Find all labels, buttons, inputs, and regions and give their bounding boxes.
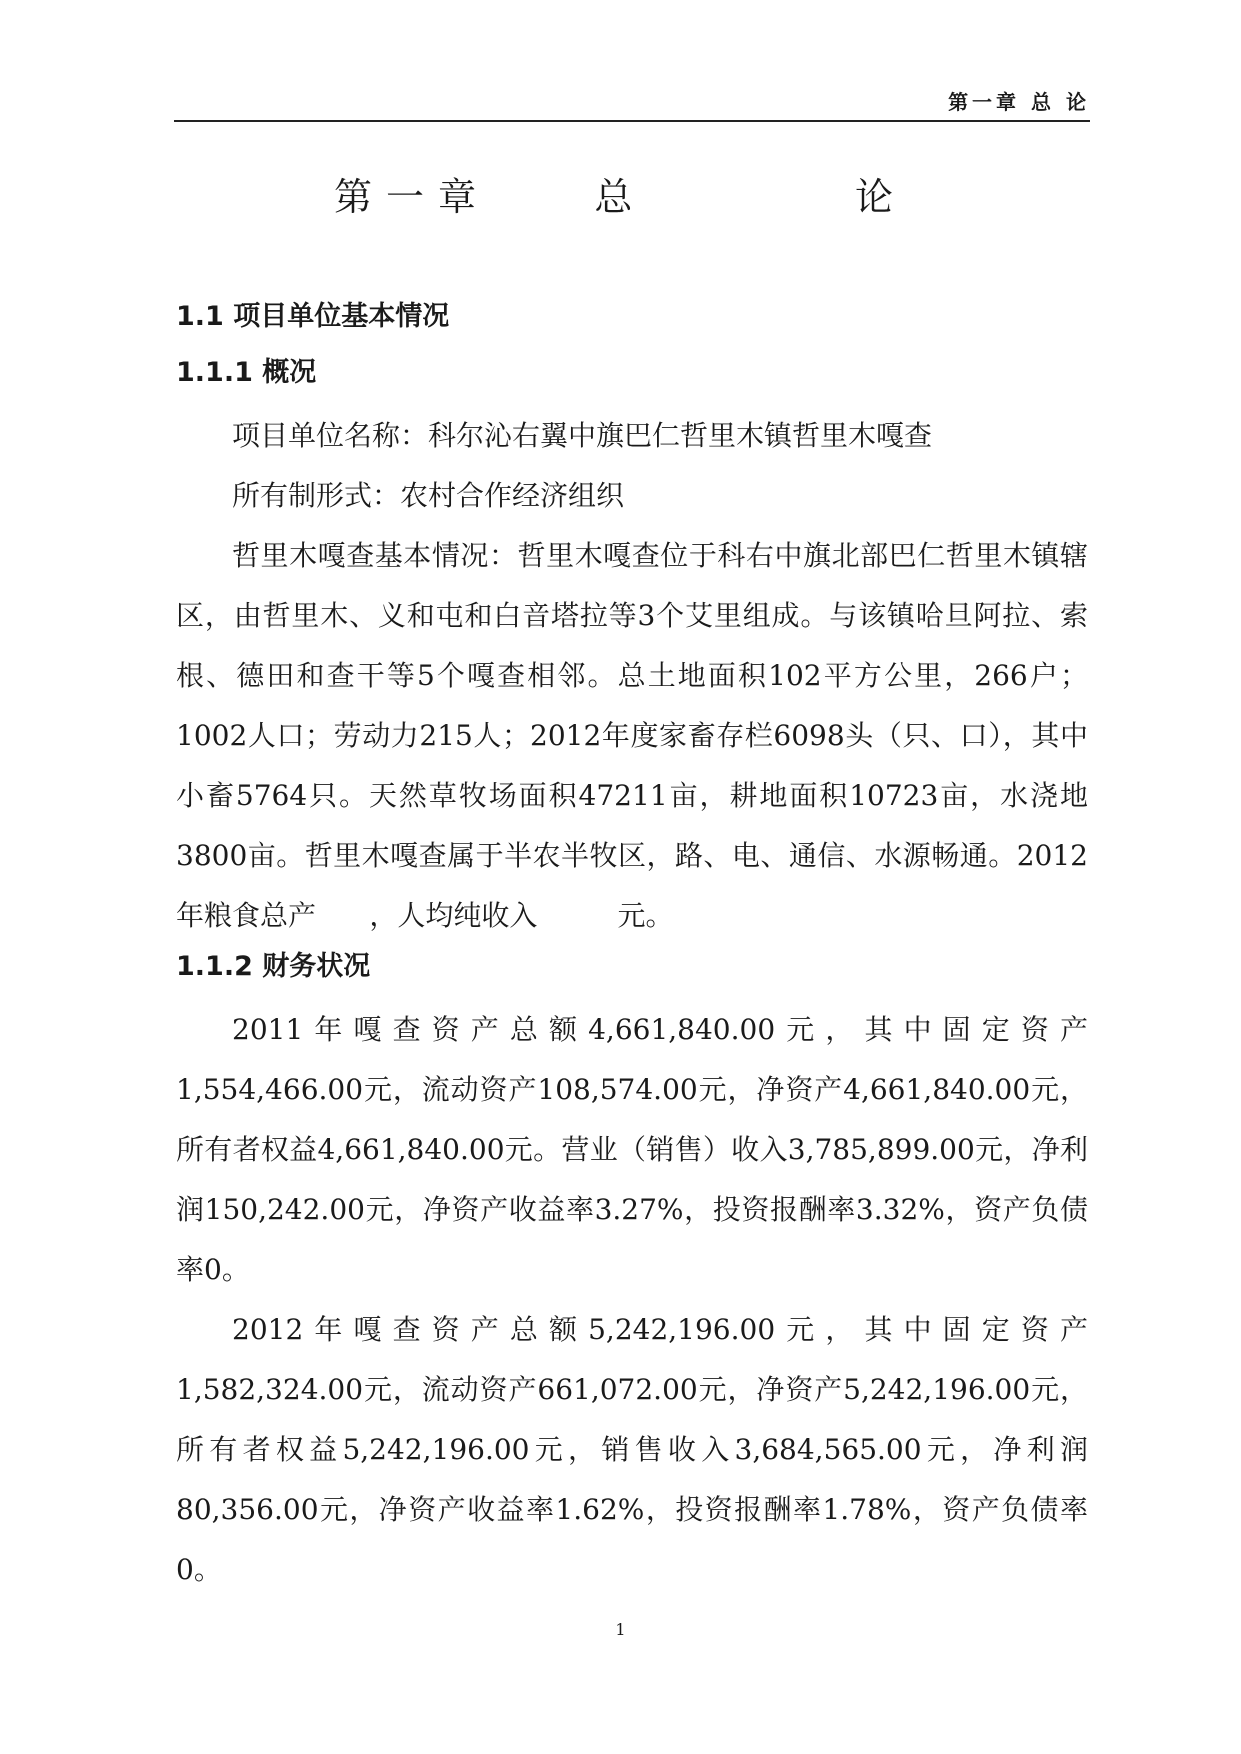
document-body	[176, 300, 1088, 1600]
page-number: 1	[615, 1620, 626, 1639]
finance-2012-paragraph: 2012年嘎查资产总额5,242,196.00元，其中固定资产1,582,324.00元，流动资产661,072.00元，净资产5,242,196.00元，所有者权益5,242,196.00元，销售收入3,684,565.00元，净利润80,356.00元，净资产收益率1.62%，投资报酬率1.78%，资产负债率0。	[176, 1313, 1088, 1586]
chapter-title: 第一章 总 论	[334, 175, 907, 219]
finance-2011-paragraph: 2011年嘎查资产总额4,661,840.00元，其中固定资产1,554,466.00元，流动资产108,574.00元，净资产4,661,840.00元，所有者权益4,661,840.00元。营业（销售）收入3,785,899.00元，净利润150,242.00元，净资产收益率3.27%，投资报酬率3.32%，资产负债率0。	[176, 1013, 1088, 1286]
section-heading-1-1: 1.1 项目单位基本情况	[176, 301, 450, 332]
section-heading-1-1-2: 1.1.2 财务状况	[176, 951, 371, 982]
section-heading-1-1-1: 1.1.1 概况	[176, 357, 317, 388]
running-header	[174, 86, 1090, 122]
running-header-title: 第一章 总 论	[948, 90, 1090, 114]
basic-info-paragraph: 哲里木嘎查基本情况：哲里木嘎查位于科右中旗北部巴仁哲里木镇辖区，由哲里木、义和屯和白音塔拉等3个艾里组成。与该镇哈旦阿拉、索根、德田和查干等5个嘎查相邻。总土地面积102平方公里，266户；1002人口；劳动力215人；2012年度家畜存栏6098头（只、口），其中小畜5764只。天然草牧场面积47211亩，耕地面积10723亩，水浇地3800亩。哲里木嘎查属于半农半牧区，路、电、通信、水源畅通。2012年粮食总产 ，人均纯收入 元。	[176, 539, 1088, 932]
ownership-paragraph: 所有制形式：农村合作经济组织	[232, 479, 625, 512]
unit-name-paragraph: 项目单位名称：科尔沁右翼中旗巴仁哲里木镇哲里木嘎查	[232, 419, 933, 452]
